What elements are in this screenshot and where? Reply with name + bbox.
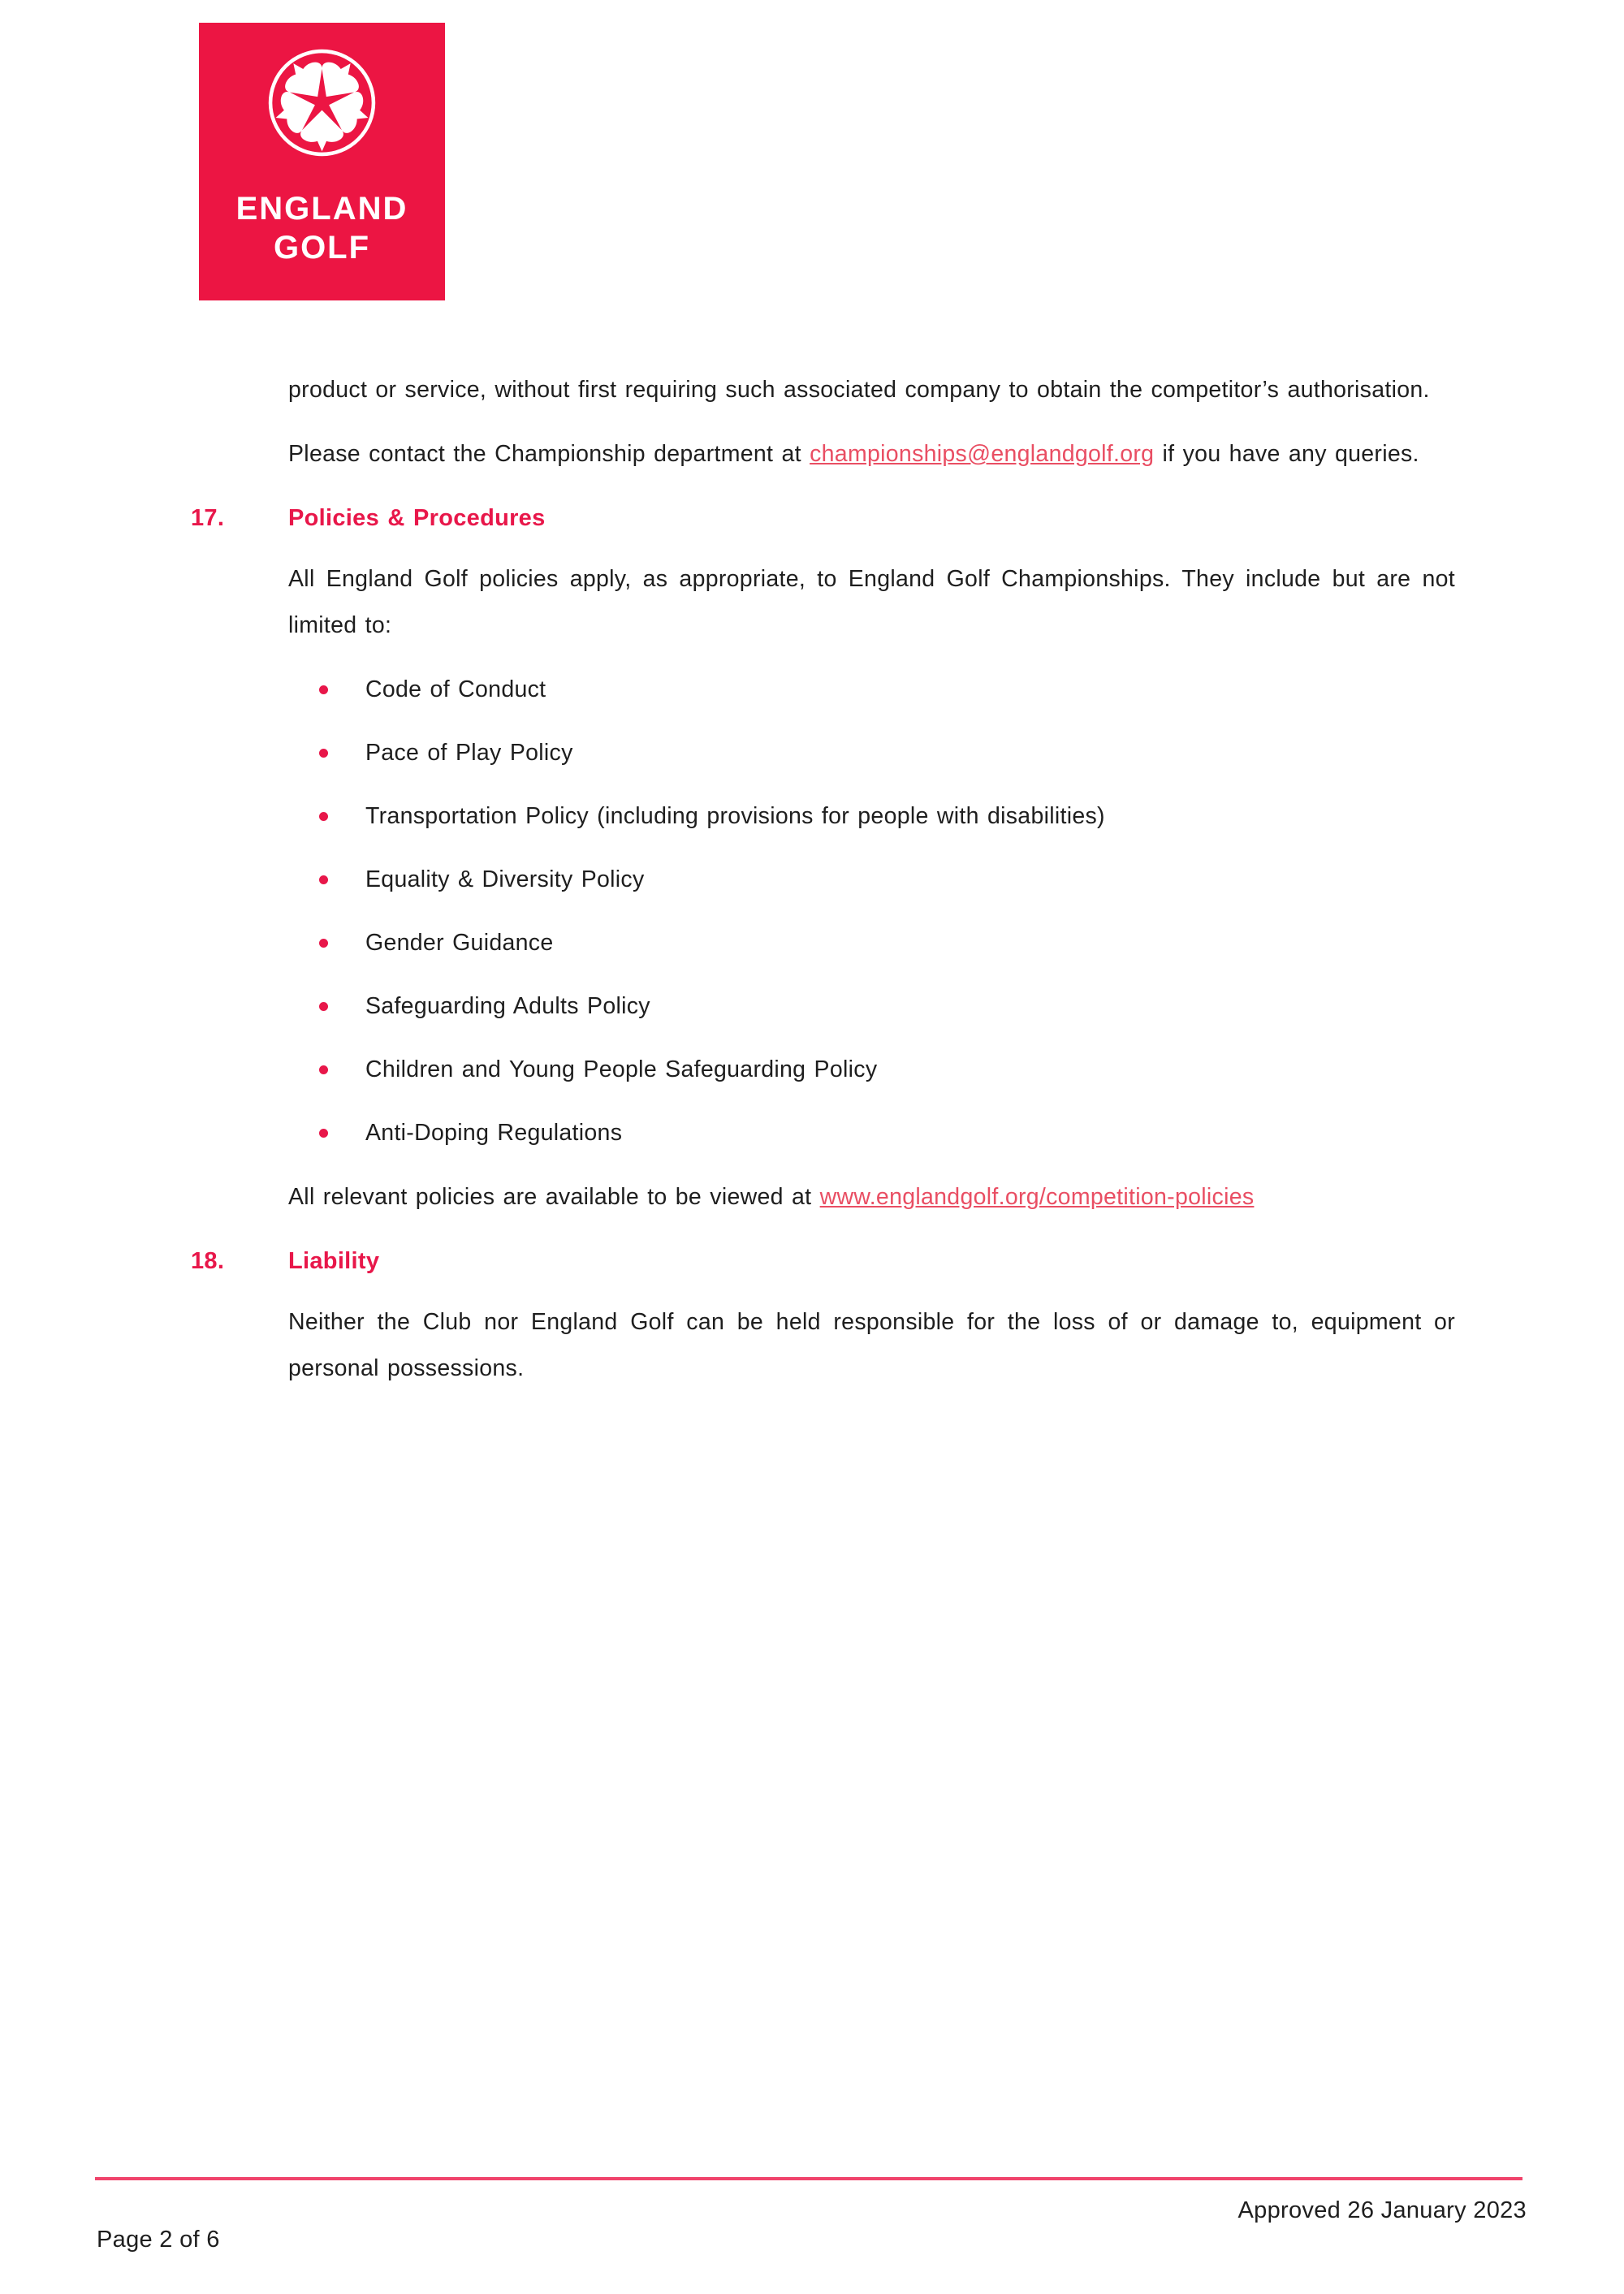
logo-wordmark	[236, 189, 408, 267]
section-heading-liability	[191, 1238, 1455, 1285]
list-item: Anti-Doping Regulations	[365, 1110, 1455, 1156]
england-golf-rose-icon	[263, 44, 381, 162]
competition-policies-link[interactable]: www.englandgolf.org/competition-policies	[819, 1184, 1255, 1210]
paragraph-text: All England Golf policies apply, as appropriate, to England Golf Championships. They include but are not limited to:	[288, 566, 1455, 638]
paragraph-authorisation	[288, 367, 1455, 413]
list-item: Transportation Policy (including provisions for people with disabilities)	[365, 793, 1455, 840]
paragraph-text: Please contact the Championship department at	[288, 441, 810, 467]
footer-divider	[95, 2177, 1522, 2180]
list-item: Equality & Diversity Policy	[365, 857, 1455, 903]
paragraph-policies-outro	[288, 1174, 1455, 1220]
list-item: Children and Young People Safeguarding Policy	[365, 1047, 1455, 1093]
section-title: Policies & Procedures	[288, 505, 546, 531]
logo-line1: ENGLAND	[235, 191, 408, 227]
logo-line2: GOLF	[273, 230, 371, 266]
page-number: Page 2 of 6	[97, 2227, 220, 2253]
championships-email-link[interactable]: championships@englandgolf.org	[810, 441, 1155, 467]
list-item: Safeguarding Adults Policy	[365, 983, 1455, 1030]
section-number: 18.	[191, 1248, 225, 1274]
paragraph-text: All relevant policies are available to be viewed at	[288, 1184, 820, 1210]
document-body	[191, 367, 1455, 1410]
list-item: Pace of Play Policy	[365, 730, 1455, 776]
policy-list	[288, 667, 1455, 1156]
paragraph-text: Neither the Club nor England Golf can be held responsible for the loss of or damage to, equipment or personal possessions.	[288, 1309, 1455, 1381]
list-item: Gender Guidance	[365, 920, 1455, 966]
paragraph-text: if you have any queries.	[1154, 441, 1419, 467]
approved-date: Approved 26 January 2023	[1237, 2197, 1527, 2223]
paragraph-policies-intro	[288, 556, 1455, 649]
paragraph-text: product or service, without first requiring such associated company to obtain the competitor’s authorisation.	[288, 377, 1430, 403]
section-number: 17.	[191, 505, 225, 531]
section-title: Liability	[288, 1248, 380, 1274]
paragraph-contact	[288, 431, 1455, 477]
list-item: Code of Conduct	[365, 667, 1455, 713]
section-heading-policies	[191, 495, 1455, 542]
paragraph-liability	[288, 1299, 1455, 1392]
england-golf-logo	[199, 23, 445, 300]
